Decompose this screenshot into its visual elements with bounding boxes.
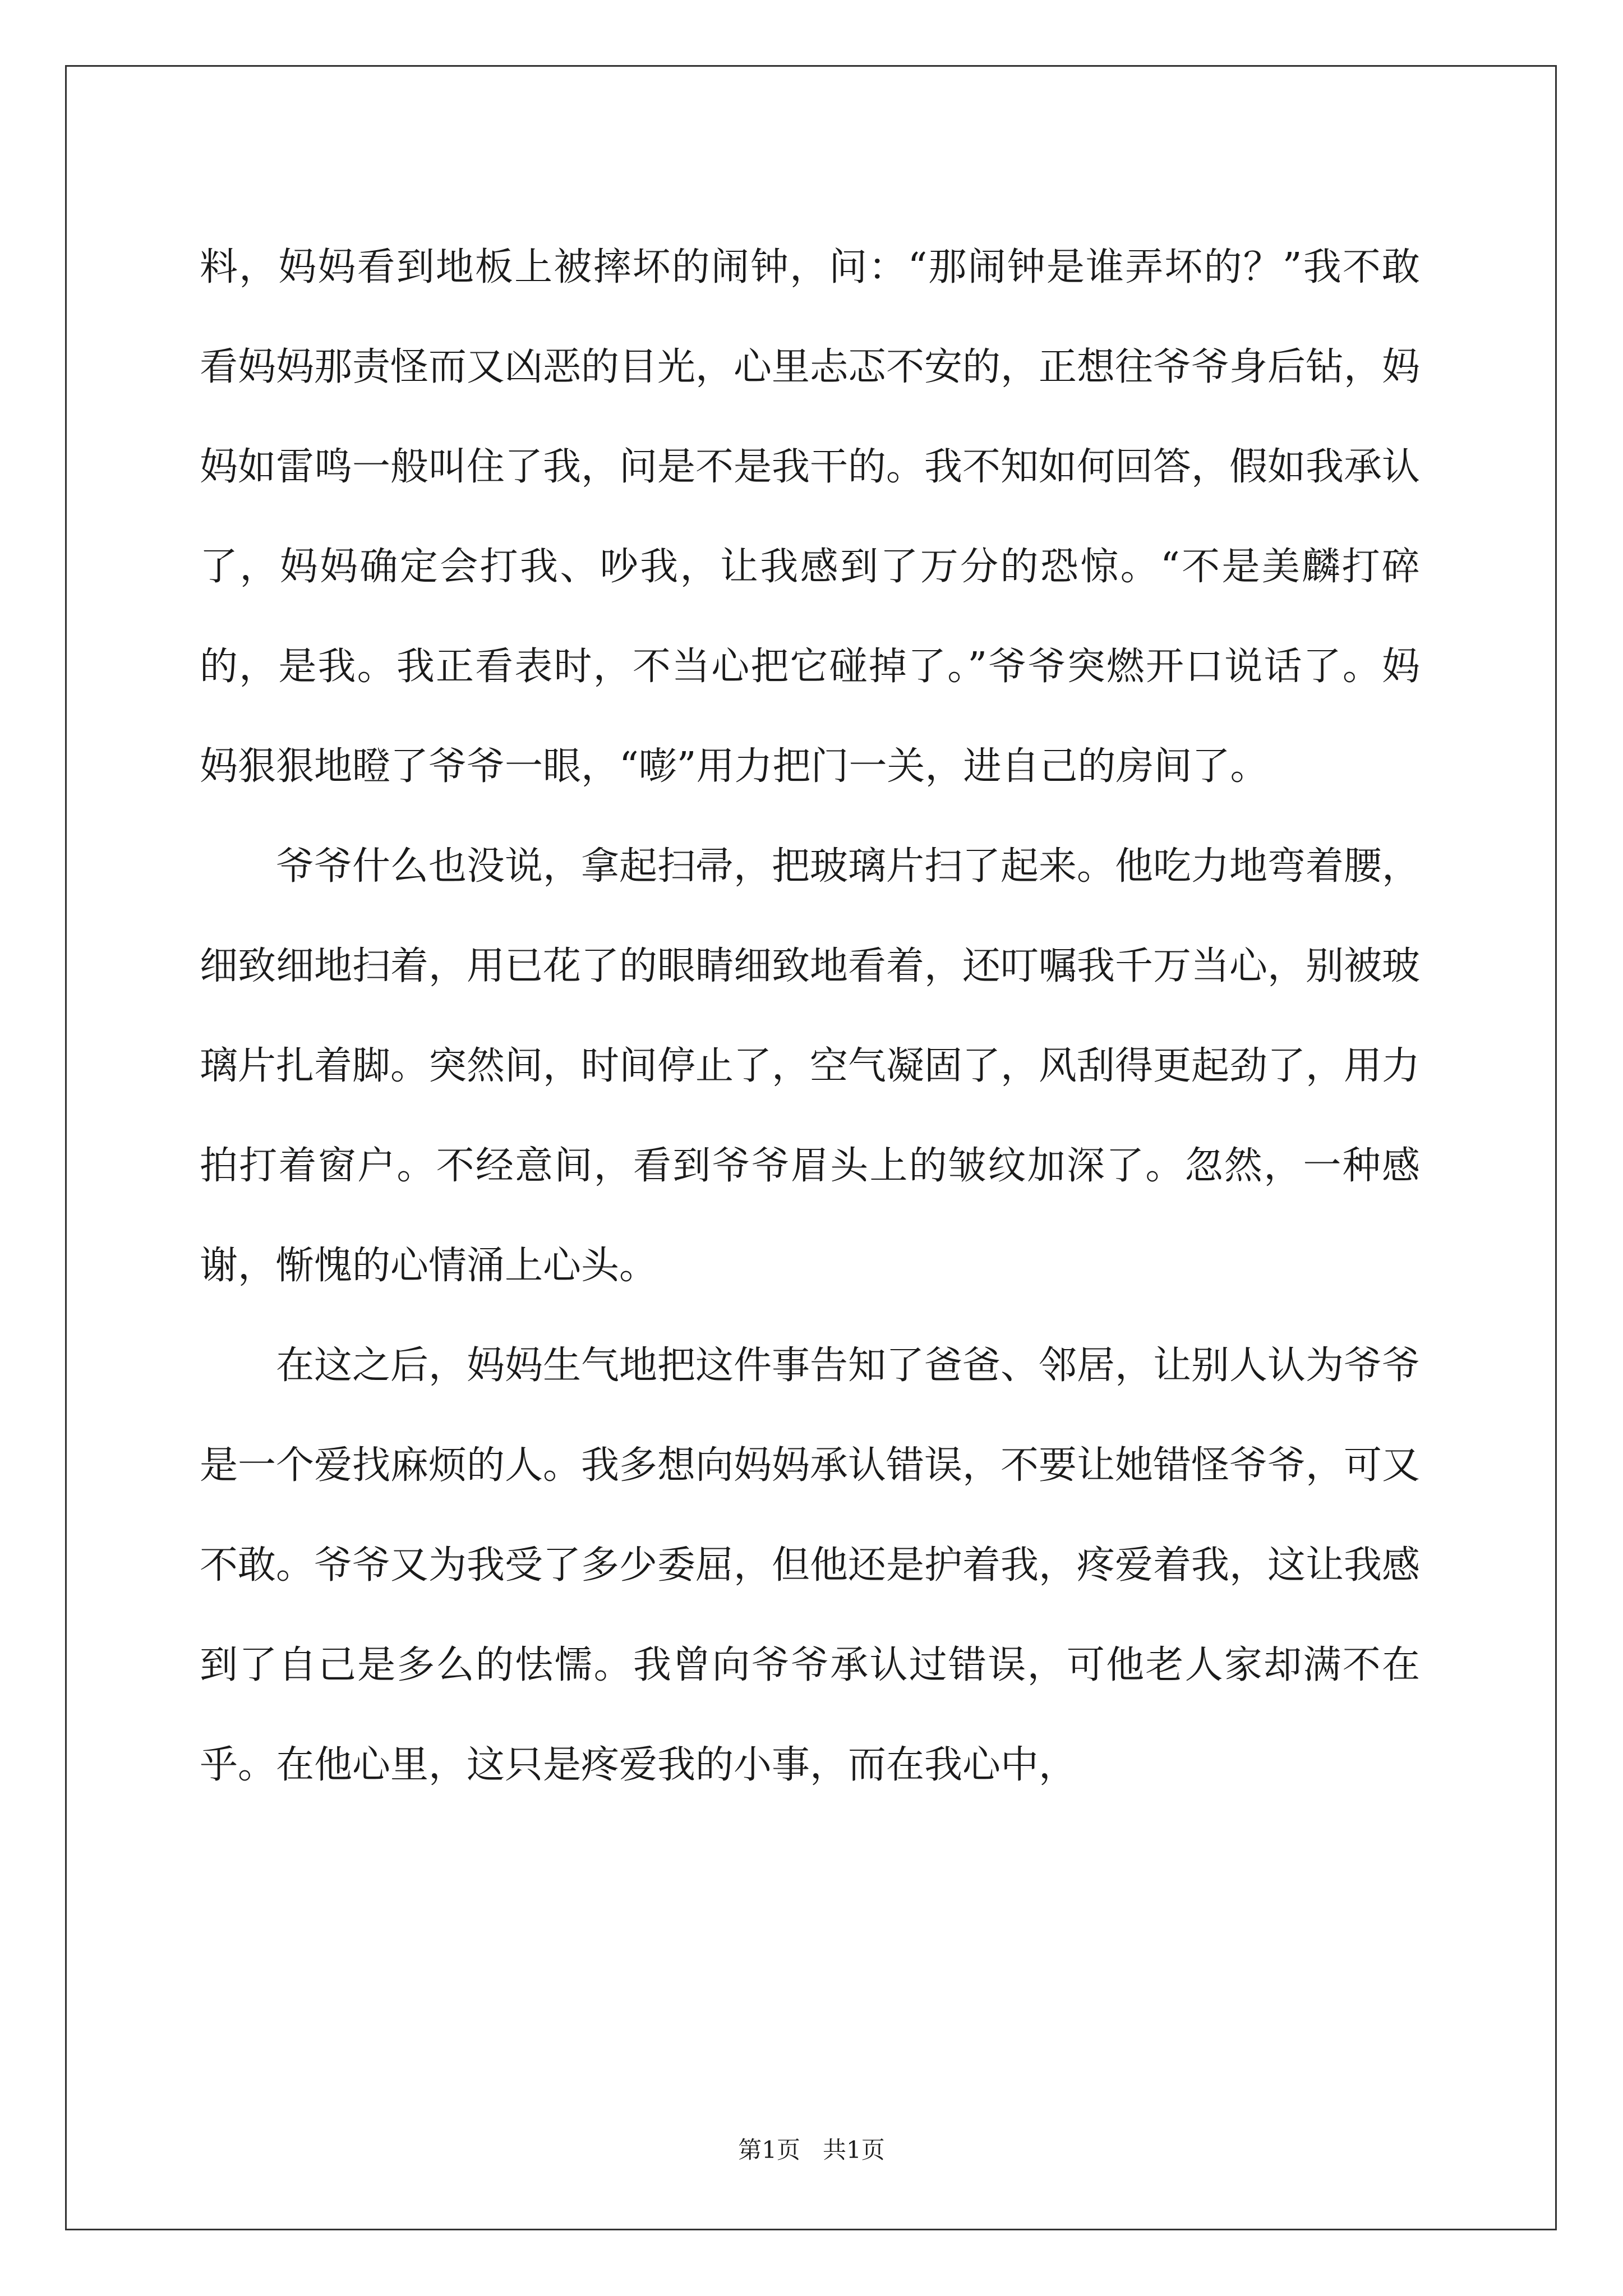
paragraph-2: 爷爷什么也没说，拿起扫帚，把玻璃片扫了起来。他吃力地弯着腰，细致细地扫着，用已花了的眼睛细致地看着，还叮嘱我千万当心，别被玻璃片扎着脚。突然间，时间停止了，空气凝固了，风刮得更起劲了，用力拍打着窗户。不经意间，看到爷爷眉头上的皱纹加深了。忽然，一种感谢，惭愧的心情涌上心头。 xyxy=(200,844,1421,1288)
paragraph-1: 料，妈妈看到地板上被摔坏的闹钟，问：“那闹钟是谁弄坏的？”我不敢看妈妈那责怪而又凶恶的目光，心里忐忑不安的，正想往爷爷身后钻，妈妈如雷鸣一般叫住了我，问是不是我干的。我不知如何回答，假如我承认了，妈妈确定会打我、吵我，让我感到了万分的恐惊。“不是美麟打碎的，是我。我正看表时，不当心把它碰掉了。”爷爷突燃开口说话了。妈妈狠狠地瞪了爷爷一眼，“嘭”用力把门一关，进自己的房间了。 xyxy=(200,245,1421,789)
page-footer xyxy=(0,2132,1623,2165)
page-number: 第1页 xyxy=(738,2136,800,2164)
page-total: 共1页 xyxy=(823,2136,885,2164)
paragraph-3: 在这之后，妈妈生气地把这件事告知了爸爸、邻居，让别人认为爷爷是一个爱找麻烦的人。我多想向妈妈承认错误，不要让她错怪爷爷，可又不敢。爷爷又为我受了多少委屈，但他还是护着我，疼爱着我，这让我感到了自己是多么的怯懦。我曾向爷爷承认过错误，可他老人家却满不在乎。在他心里，这只是疼爱我的小事，而在我心中， xyxy=(200,1343,1421,1787)
document-body xyxy=(200,218,1420,1815)
